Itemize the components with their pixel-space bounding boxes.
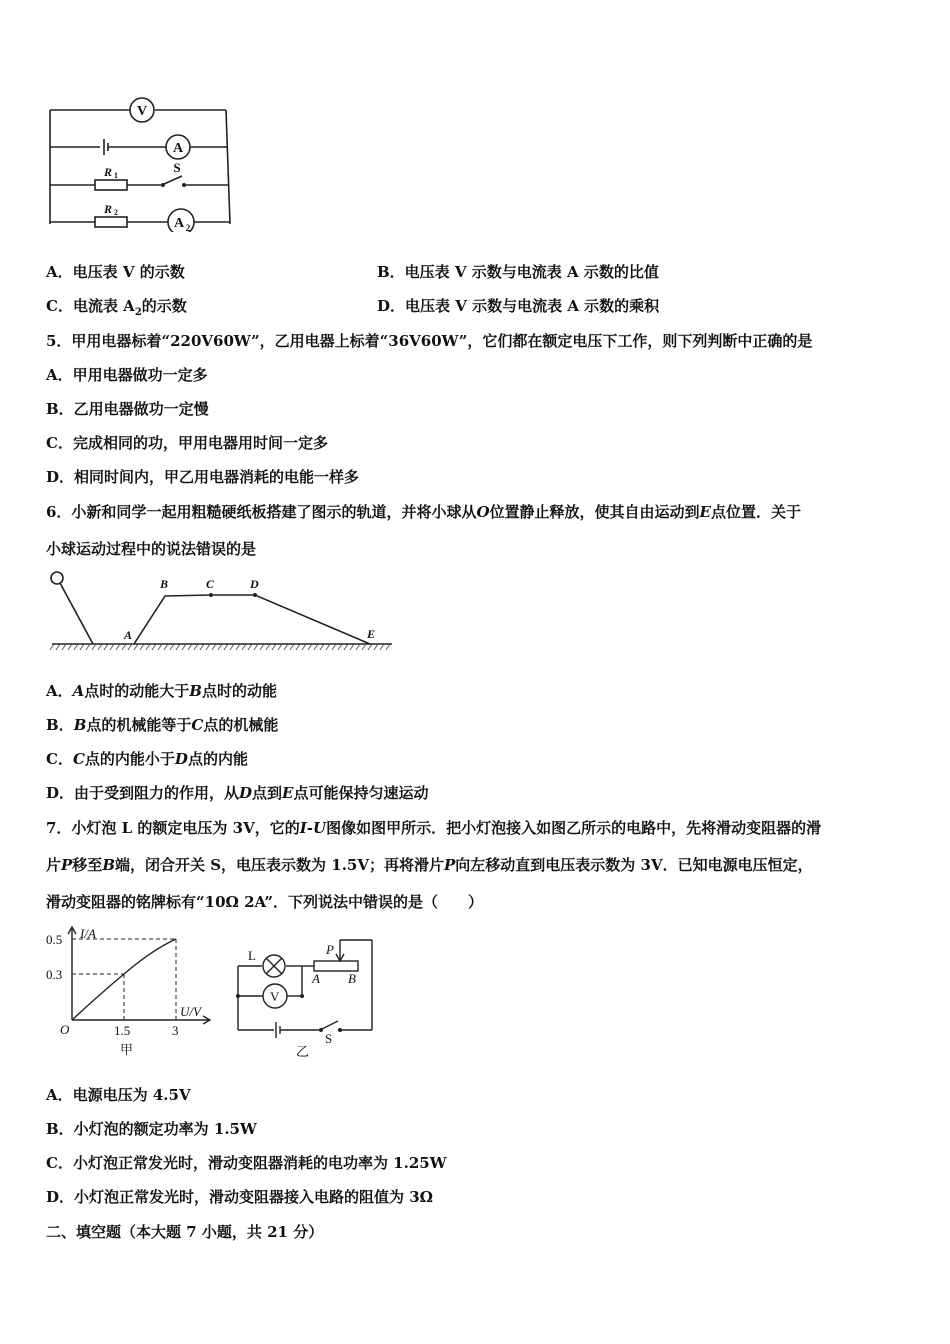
q6-option-c-prefix: C． [46, 750, 73, 768]
q4-voltmeter-label: V [136, 104, 148, 119]
q5-option-d: D．相同时间内，甲乙用电器消耗的电能一样多 [46, 468, 360, 486]
q7-option-d: D．小灯泡正常发光时，滑动变阻器接入电路的阻值为 3Ω [46, 1188, 434, 1206]
q5-stem: 5．甲用电器标着“220V60W”，乙用电器上标着“36V60W”，它们都在额定电压下工作，则下列判断中正确的是 [46, 332, 813, 350]
q6-option-d [46, 782, 429, 803]
q7-stem-line3: 滑动变阻器的铭牌标有“10Ω 2A”．下列说法中错误的是（ ） [46, 893, 484, 911]
q4-ammeter2-sub: 2 [185, 223, 191, 232]
q7-graph-ylabel: I/A [80, 926, 96, 941]
q6-option-a-p1: A [72, 682, 85, 700]
q7-circuit-figure [230, 930, 390, 1060]
q7-iu-graph [40, 922, 220, 1062]
q7-l1-a: 7．小灯泡 L 的额定电压为 3V，它的 [46, 819, 300, 837]
q4-option-c-text: C．电流表 A [46, 297, 135, 315]
section-2-heading: 二、填空题（本大题 7 小题，共 21 分） [46, 1223, 324, 1241]
q7-l2-d: 向左移动直到电压表示数为 3V．已知电源电压恒定， [455, 856, 813, 874]
q4-ammeter-label: A [172, 141, 184, 156]
q4-option-c [46, 295, 187, 318]
q6-option-c-post: 点的内能 [187, 750, 248, 768]
q6-option-d-p1: D [239, 784, 253, 802]
q7-graph-xlabel: U/V [180, 1004, 201, 1019]
q6-stem-line2: 小球运动过程中的说法错误的是 [46, 540, 257, 558]
q7-l2-bp: B [102, 856, 115, 874]
q7-graph-origin: O [60, 1022, 70, 1037]
q6-option-b-p1: B [73, 716, 87, 734]
q6-option-a-mid: 点时的动能大于 [84, 682, 190, 700]
q4-switch-label: S [173, 160, 181, 175]
q5-option-b: B．乙用电器做功一定慢 [46, 400, 209, 418]
q7-graph-x2: 3 [172, 1023, 179, 1038]
q7-l2-p2: P [444, 856, 456, 874]
q7-graph-caption: 甲 [120, 1042, 134, 1057]
q6-label-c: C [206, 577, 215, 591]
q7-option-c: C．小灯泡正常发光时，滑动变阻器消耗的电功率为 1.25W [46, 1154, 447, 1172]
q6-track-figure [40, 566, 400, 658]
q6-option-c [46, 748, 248, 769]
q6-label-e: E [367, 627, 376, 641]
q6-option-d-p2: E [282, 784, 294, 802]
q7-l1-b: 图像如图甲所示．把小灯泡接入如图乙所示的电路中，先将滑动变阻器的滑 [326, 819, 822, 837]
q4-ammeter2-label: A [173, 216, 185, 231]
q5-option-c: C．完成相同的功，甲用电器用时间一定多 [46, 434, 328, 452]
q6-option-a [46, 680, 277, 701]
q6-stem-b: 位置静止释放，使其自由运动到 [489, 503, 700, 521]
q7-circuit-slider-label: P [326, 942, 334, 957]
q4-r1-label: R [103, 165, 113, 179]
q6-option-a-prefix: A． [46, 682, 73, 700]
q6-point-e: E [699, 503, 711, 521]
q6-option-b-p2: C [191, 716, 204, 734]
q6-option-b [46, 714, 278, 735]
q6-option-b-post: 点的机械能 [203, 716, 279, 734]
q4-r2-sub: 2 [114, 208, 118, 217]
q4-r2-label: R [103, 202, 113, 216]
q7-option-a: A．电源电压为 4.5V [46, 1086, 191, 1104]
q4-circuit-figure [40, 92, 240, 232]
q7-circuit-lamp-label: L [248, 948, 256, 963]
q7-stem-line2 [46, 854, 813, 875]
q7-circuit-caption: 乙 [296, 1044, 310, 1059]
q4-option-d: D．电压表 V 示数与电流表 A 示数的乘积 [377, 297, 660, 315]
q7-l2-c: 端，闭合开关 S，电压表示数为 1.5V；再将滑片 [115, 856, 445, 874]
q6-option-c-mid: 点的内能小于 [84, 750, 175, 768]
q6-option-a-post: 点时的动能 [201, 682, 277, 700]
q7-graph-y1: 0.5 [46, 932, 63, 947]
q4-option-b: B．电压表 V 示数与电流表 A 示数的比值 [377, 263, 659, 281]
q6-option-d-mid: 点到 [252, 784, 283, 802]
q7-circuit-voltmeter-label: V [270, 989, 280, 1004]
q6-option-a-p2: B [189, 682, 202, 700]
q6-stem-line1 [46, 501, 801, 522]
q6-option-d-prefix: D．由于受到阻力的作用，从 [46, 784, 240, 802]
q7-stem-line1 [46, 817, 821, 838]
q6-option-b-mid: 点的机械能等于 [86, 716, 192, 734]
q7-l1-iu: I-U [299, 819, 327, 837]
q7-l2-p: P [61, 856, 73, 874]
q6-label-b: B [160, 577, 169, 591]
q6-stem-c: 点位置．关于 [710, 503, 801, 521]
q7-circuit-end-b: B [348, 971, 356, 986]
q6-label-d: D [250, 577, 259, 591]
q4-option-a: A．电压表 V 的示数 [46, 263, 185, 281]
q7-option-b: B．小灯泡的额定功率为 1.5W [46, 1120, 257, 1138]
q6-option-d-post: 点可能保持匀速运动 [293, 784, 429, 802]
q7-l2-b: 移至 [72, 856, 103, 874]
q6-stem-a: 6．小新和同学一起用粗糙硬纸板搭建了图示的轨道，并将小球从 [46, 503, 477, 521]
q7-circuit-switch-label: S [325, 1031, 333, 1046]
q5-option-a: A．甲用电器做功一定多 [46, 366, 208, 384]
q4-option-c-post: 的示数 [141, 297, 187, 315]
q7-graph-y2: 0.3 [46, 967, 63, 982]
q6-option-c-p2: D [174, 750, 188, 768]
q6-point-o: O [476, 503, 490, 521]
q7-graph-x1: 1.5 [114, 1023, 131, 1038]
q4-r1-sub: 1 [114, 171, 118, 180]
q6-ground-hatch [50, 644, 390, 650]
q6-label-a: A [124, 628, 133, 642]
q7-l2-a: 片 [46, 856, 62, 874]
q6-option-c-p1: C [72, 750, 85, 768]
q4-option-c-sub: 2 [134, 307, 142, 318]
q6-option-b-prefix: B． [46, 716, 74, 734]
q7-circuit-end-a: A [312, 971, 320, 986]
